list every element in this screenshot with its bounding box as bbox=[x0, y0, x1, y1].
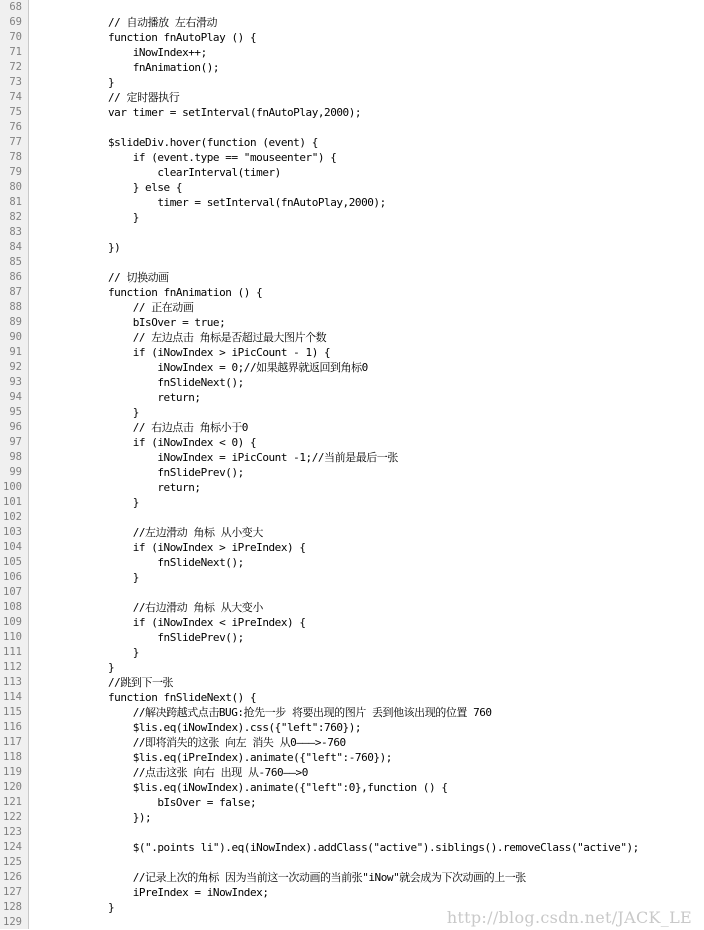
code-line bbox=[0, 135, 704, 150]
code-text: iNowIndex++; bbox=[108, 46, 207, 59]
line-number: 97 bbox=[9, 436, 22, 448]
line-number: 104 bbox=[3, 541, 22, 553]
line-number: 70 bbox=[9, 31, 22, 43]
code-text: if (event.type == "mouseenter") { bbox=[108, 151, 337, 164]
code-text: $slideDiv.hover(function (event) { bbox=[108, 136, 318, 149]
code-text: return; bbox=[108, 481, 201, 494]
line-number: 102 bbox=[3, 511, 22, 523]
line-number: 128 bbox=[3, 901, 22, 913]
code-line bbox=[0, 855, 704, 870]
code-line bbox=[0, 315, 704, 330]
code-line bbox=[0, 240, 704, 255]
code-line bbox=[0, 885, 704, 900]
code-text: // 右边点击 角标小于0 bbox=[108, 421, 248, 434]
line-number: 123 bbox=[3, 826, 22, 838]
line-number: 105 bbox=[3, 556, 22, 568]
code-text: clearInterval(timer) bbox=[108, 166, 281, 179]
line-number: 101 bbox=[3, 496, 22, 508]
code-line bbox=[0, 630, 704, 645]
code-text: } bbox=[108, 211, 139, 224]
code-text: } bbox=[108, 76, 115, 89]
code-text: // 自动播放 左右滑动 bbox=[108, 16, 218, 29]
line-number: 82 bbox=[9, 211, 22, 223]
code-line bbox=[0, 120, 704, 135]
code-line bbox=[0, 510, 704, 525]
line-number: 121 bbox=[3, 796, 22, 808]
code-line bbox=[0, 420, 704, 435]
line-number: 71 bbox=[9, 46, 22, 58]
line-number: 96 bbox=[9, 421, 22, 433]
code-text: //即将消失的这张 向左 消失 从0———>-760 bbox=[108, 736, 346, 749]
code-line bbox=[0, 690, 704, 705]
code-text: if (iNowIndex > iPicCount - 1) { bbox=[108, 346, 331, 359]
line-number: 79 bbox=[9, 166, 22, 178]
code-text: iPreIndex = iNowIndex; bbox=[108, 886, 269, 899]
code-line bbox=[0, 735, 704, 750]
line-number: 74 bbox=[9, 91, 22, 103]
line-number: 117 bbox=[3, 736, 22, 748]
line-number: 129 bbox=[3, 916, 22, 928]
line-number: 116 bbox=[3, 721, 22, 733]
line-number: 93 bbox=[9, 376, 22, 388]
line-number: 84 bbox=[9, 241, 22, 253]
line-number: 87 bbox=[9, 286, 22, 298]
code-line bbox=[0, 225, 704, 240]
code-text: //点击这张 向右 出现 从-760——>0 bbox=[108, 766, 308, 779]
code-text: fnAnimation(); bbox=[108, 61, 220, 74]
code-text: //跳到下一张 bbox=[108, 676, 174, 689]
code-line bbox=[0, 150, 704, 165]
line-number: 98 bbox=[9, 451, 22, 463]
code-line bbox=[0, 45, 704, 60]
line-number: 86 bbox=[9, 271, 22, 283]
line-number: 92 bbox=[9, 361, 22, 373]
code-line bbox=[0, 480, 704, 495]
line-number: 109 bbox=[3, 616, 22, 628]
line-number: 68 bbox=[9, 1, 22, 13]
code-text: if (iNowIndex < 0) { bbox=[108, 436, 257, 449]
code-line bbox=[0, 360, 704, 375]
code-line bbox=[0, 840, 704, 855]
code-line bbox=[0, 795, 704, 810]
code-line bbox=[0, 180, 704, 195]
code-line bbox=[0, 90, 704, 105]
code-line bbox=[0, 555, 704, 570]
code-text: //左边滑动 角标 从小变大 bbox=[108, 526, 263, 539]
line-number: 103 bbox=[3, 526, 22, 538]
line-number: 72 bbox=[9, 61, 22, 73]
line-number: 88 bbox=[9, 301, 22, 313]
code-text: fnSlideNext(); bbox=[108, 376, 244, 389]
code-text: function fnSlideNext() { bbox=[108, 691, 257, 704]
code-line bbox=[0, 585, 704, 600]
line-number: 69 bbox=[9, 16, 22, 28]
line-number: 119 bbox=[3, 766, 22, 778]
line-number: 100 bbox=[3, 481, 22, 493]
line-number: 118 bbox=[3, 751, 22, 763]
line-number: 120 bbox=[3, 781, 22, 793]
line-number: 76 bbox=[9, 121, 22, 133]
code-text: } bbox=[108, 496, 139, 509]
line-number: 111 bbox=[3, 646, 22, 658]
code-text: }); bbox=[108, 811, 152, 824]
code-line bbox=[0, 525, 704, 540]
code-line bbox=[0, 870, 704, 885]
code-line bbox=[0, 570, 704, 585]
line-number: 127 bbox=[3, 886, 22, 898]
code-text: }) bbox=[108, 241, 121, 254]
code-line bbox=[0, 375, 704, 390]
line-number: 122 bbox=[3, 811, 22, 823]
line-number: 78 bbox=[9, 151, 22, 163]
code-line bbox=[0, 390, 704, 405]
line-number: 77 bbox=[9, 136, 22, 148]
line-number: 91 bbox=[9, 346, 22, 358]
code-text: if (iNowIndex > iPreIndex) { bbox=[108, 541, 306, 554]
code-text: fnSlideNext(); bbox=[108, 556, 244, 569]
code-text: $lis.eq(iNowIndex).css({"left":760}); bbox=[108, 721, 362, 734]
code-text: } bbox=[108, 901, 115, 914]
code-text: //右边滑动 角标 从大变小 bbox=[108, 601, 263, 614]
code-line bbox=[0, 435, 704, 450]
code-line bbox=[0, 660, 704, 675]
line-number: 108 bbox=[3, 601, 22, 613]
code-line bbox=[0, 300, 704, 315]
code-line bbox=[0, 15, 704, 30]
code-line bbox=[0, 255, 704, 270]
code-text: iNowIndex = 0;//如果越界就返回到角标0 bbox=[108, 361, 368, 374]
code-text: // 定时器执行 bbox=[108, 91, 180, 104]
code-line bbox=[0, 105, 704, 120]
code-text: } else { bbox=[108, 181, 183, 194]
line-number: 75 bbox=[9, 106, 22, 118]
code-text: var timer = setInterval(fnAutoPlay,2000); bbox=[108, 106, 362, 119]
code-line bbox=[0, 30, 704, 45]
code-line bbox=[0, 330, 704, 345]
code-line bbox=[0, 675, 704, 690]
code-text: //记录上次的角标 因为当前这一次动画的当前张"iNow"就会成为下次动画的上一张 bbox=[108, 871, 526, 884]
code-line bbox=[0, 750, 704, 765]
code-text: } bbox=[108, 661, 115, 674]
code-text: return; bbox=[108, 391, 201, 404]
line-number: 126 bbox=[3, 871, 22, 883]
code-text: fnSlidePrev(); bbox=[108, 631, 244, 644]
code-text: } bbox=[108, 571, 139, 584]
code-text: $(".points li").eq(iNowIndex).addClass("active").siblings().removeClass("active"); bbox=[108, 841, 639, 854]
code-text: $lis.eq(iNowIndex).animate({"left":0},function () { bbox=[108, 781, 448, 794]
code-line bbox=[0, 210, 704, 225]
line-number: 73 bbox=[9, 76, 22, 88]
code-text: bIsOver = true; bbox=[108, 316, 226, 329]
code-line bbox=[0, 705, 704, 720]
line-number: 83 bbox=[9, 226, 22, 238]
code-line bbox=[0, 75, 704, 90]
code-line bbox=[0, 540, 704, 555]
code-line bbox=[0, 495, 704, 510]
line-number: 89 bbox=[9, 316, 22, 328]
code-line bbox=[0, 615, 704, 630]
code-text: // 正在动画 bbox=[108, 301, 194, 314]
code-line bbox=[0, 810, 704, 825]
code-line bbox=[0, 405, 704, 420]
code-line bbox=[0, 465, 704, 480]
code-line bbox=[0, 600, 704, 615]
line-number: 110 bbox=[3, 631, 22, 643]
code-line bbox=[0, 285, 704, 300]
code-line bbox=[0, 60, 704, 75]
code-text: iNowIndex = iPicCount -1;//当前是最后一张 bbox=[108, 451, 398, 464]
code-line bbox=[0, 720, 704, 735]
code-line bbox=[0, 780, 704, 795]
line-number: 112 bbox=[3, 661, 22, 673]
code-text: } bbox=[108, 646, 139, 659]
line-number: 81 bbox=[9, 196, 22, 208]
code-text: bIsOver = false; bbox=[108, 796, 257, 809]
code-line bbox=[0, 270, 704, 285]
code-text: $lis.eq(iPreIndex).animate({"left":-760}); bbox=[108, 751, 392, 764]
line-number: 85 bbox=[9, 256, 22, 268]
line-number: 113 bbox=[3, 676, 22, 688]
code-text: //解决跨越式点击BUG:抢先一步 将要出现的图片 丢到他该出现的位置 760 bbox=[108, 706, 492, 719]
line-number: 106 bbox=[3, 571, 22, 583]
line-number: 125 bbox=[3, 856, 22, 868]
watermark: http://blog.csdn.net/JACK_LE bbox=[446, 908, 692, 927]
line-number: 99 bbox=[9, 466, 22, 478]
code-text: // 切换动画 bbox=[108, 271, 169, 284]
line-number: 80 bbox=[9, 181, 22, 193]
code-text: } bbox=[108, 406, 139, 419]
line-number: 107 bbox=[3, 586, 22, 598]
code-text: function fnAutoPlay () { bbox=[108, 31, 257, 44]
code-line bbox=[0, 345, 704, 360]
line-number: 115 bbox=[3, 706, 22, 718]
code-line bbox=[0, 645, 704, 660]
line-number: 95 bbox=[9, 406, 22, 418]
code-line bbox=[0, 450, 704, 465]
code-text: fnSlidePrev(); bbox=[108, 466, 244, 479]
code-text: timer = setInterval(fnAutoPlay,2000); bbox=[108, 196, 386, 209]
line-number: 94 bbox=[9, 391, 22, 403]
code-text: if (iNowIndex < iPreIndex) { bbox=[108, 616, 306, 629]
line-number: 90 bbox=[9, 331, 22, 343]
code-line bbox=[0, 0, 704, 15]
code-text: // 左边点击 角标是否超过最大图片个数 bbox=[108, 331, 327, 344]
code-line bbox=[0, 165, 704, 180]
code-text: function fnAnimation () { bbox=[108, 286, 263, 299]
code-line bbox=[0, 825, 704, 840]
line-number: 114 bbox=[3, 691, 22, 703]
code-line bbox=[0, 765, 704, 780]
line-number: 124 bbox=[3, 841, 22, 853]
code-line bbox=[0, 195, 704, 210]
